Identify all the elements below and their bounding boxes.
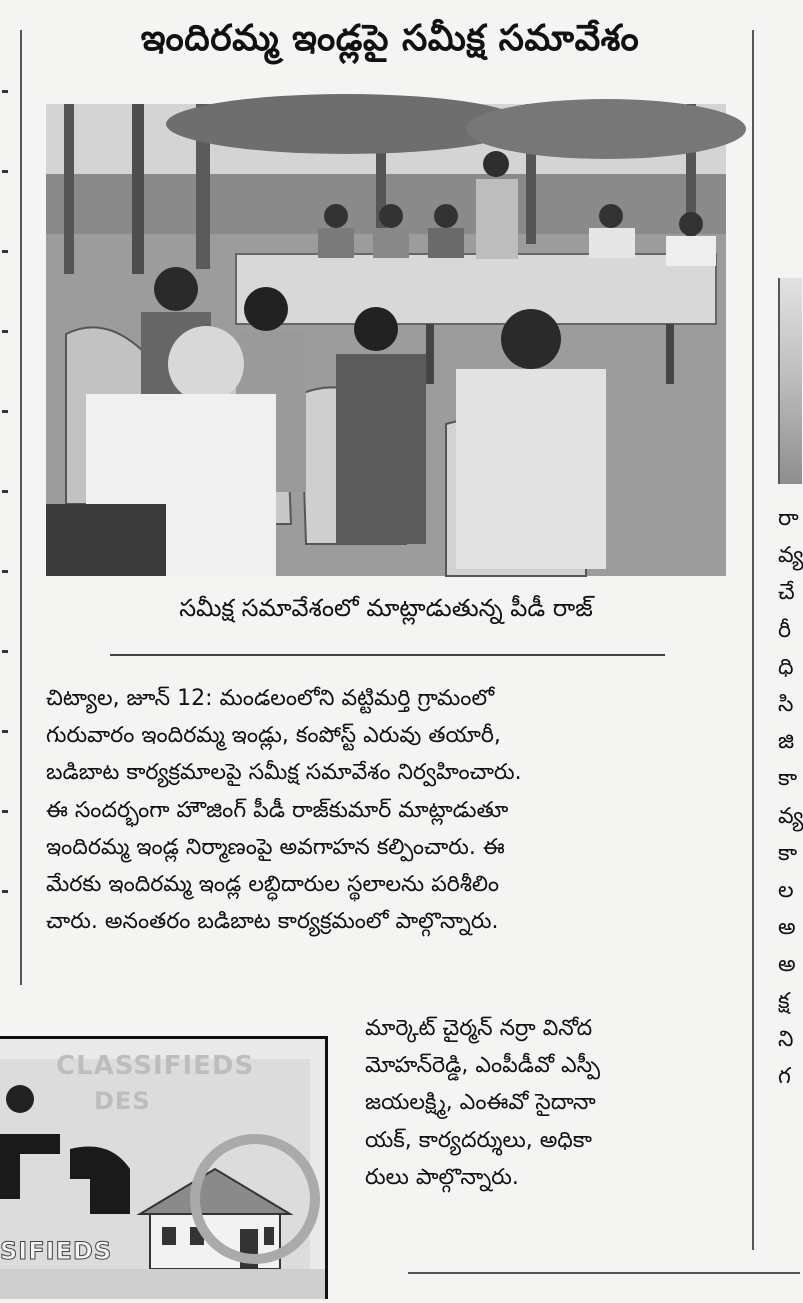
ad-word-top: CLASSIFIEDS (56, 1051, 255, 1081)
adjacent-text-fragment: జి (778, 729, 795, 755)
adjacent-text-fragment: రా (778, 506, 799, 531)
adjacent-text-fragment: అ (778, 915, 796, 941)
adjacent-text-fragment: ధి (778, 654, 794, 680)
caption-divider (110, 654, 665, 656)
adjacent-text-fragment: రీ (778, 617, 792, 643)
adjacent-text-fragment: గ (778, 1063, 791, 1089)
adjacent-text-fragment: క్ష (778, 989, 790, 1015)
body-line: చారు. అనంతరం బడిబాట కార్యక్రమంలో పాల్గొన్నారు. (46, 909, 499, 935)
adjacent-text-fragment: సి (778, 691, 794, 717)
article-body (46, 680, 736, 940)
ad-word-mid: DES (94, 1087, 151, 1115)
body-line: ఈ సందర్భంగా హౌజింగ్ పీడీ రాజ్‌కుమార్ మాట్లాడుతూ (46, 797, 509, 823)
body-line: రులు పాల్గొన్నారు. (365, 1164, 519, 1190)
adjacent-text-fragment: అ (778, 952, 796, 978)
body-line: చిట్యాల, జూన్ 12: మండలంలోని వట్టిమర్తి గ్రామంలో (46, 686, 495, 711)
body-line: మార్కెట్ చైర్మన్ నర్రా వినోద (365, 1016, 593, 1041)
body-line: యక్, కార్యదర్శులు, అధికా (365, 1127, 592, 1153)
body-line: జయలక్ష్మి, ఎంఈవో సైదానా (365, 1090, 596, 1116)
body-line: మేరకు ఇందిరమ్మ ఇండ్ల లబ్ధిదారుల స్థలాలను పరిశీలిం (46, 872, 500, 898)
article-body-continued (365, 1010, 737, 1196)
adjacent-column-text (778, 500, 803, 1095)
classifieds-ad (0, 1036, 328, 1299)
ad-word-bottom: SIFIEDS (0, 1237, 113, 1265)
photo-caption: సమీక్ష సమావేశంలో మాట్లాడుతున్న పీడీ రాజ్ (179, 594, 593, 622)
body-line: ఇందిరమ్మ ఇండ్ల నిర్మాణంపై అవగాహన కల్పించారు. ఈ (46, 834, 505, 860)
body-line: గురువారం ఇందిరమ్మ ఇండ్లు, కంపోస్ట్ ఎరువు తయారీ, (46, 723, 501, 749)
body-line: మోహన్‌రెడ్డి, ఎంపీడీవో ఎస్పీ (365, 1053, 601, 1079)
article-photo (46, 104, 726, 576)
adjacent-photo-fragment (778, 278, 802, 484)
bottom-divider (408, 1272, 800, 1274)
article-headline: ఇందిరమ్మ ఇండ్లపై సమీక్ష సమావేశం (140, 18, 640, 59)
left-column-rule (20, 30, 22, 985)
adjacent-text-fragment: చే (778, 580, 795, 606)
right-column-rule (752, 30, 754, 1250)
adjacent-text-fragment: వ్య (778, 543, 803, 569)
adjacent-text-fragment: కా (778, 766, 798, 792)
adjacent-text-fragment: వ్య (778, 803, 803, 829)
adjacent-text-fragment: ని (778, 1026, 794, 1052)
left-column-edge (0, 0, 14, 980)
adjacent-text-fragment: ల (778, 877, 794, 903)
body-line: బడిబాట కార్యక్రమాలపై సమీక్ష సమావేశం నిర్వహించారు. (46, 760, 522, 786)
adjacent-text-fragment: కా (778, 840, 798, 866)
